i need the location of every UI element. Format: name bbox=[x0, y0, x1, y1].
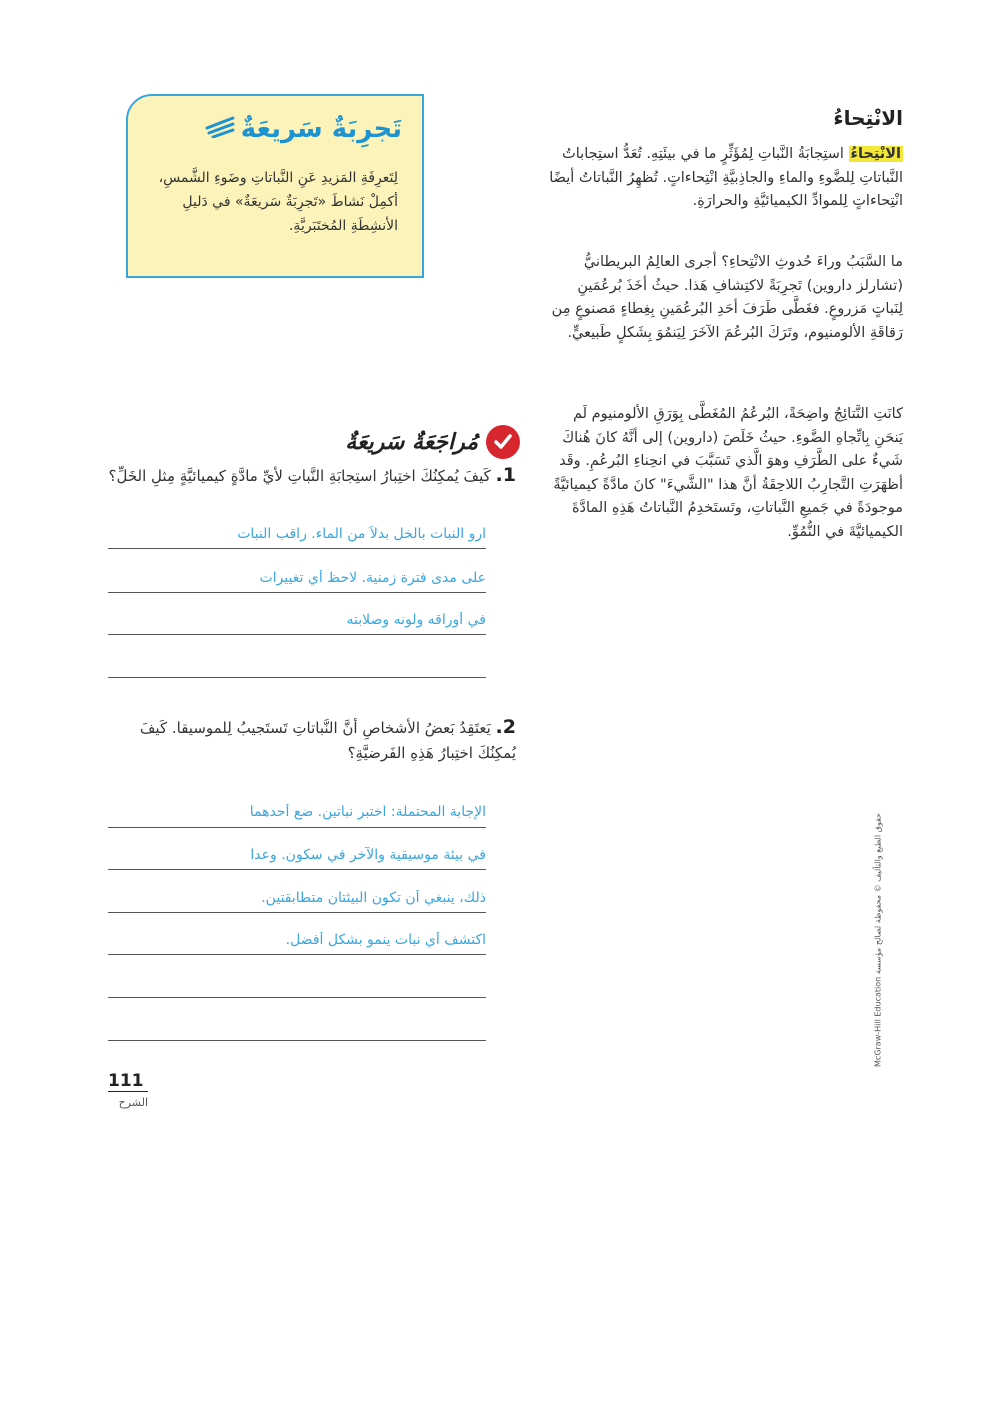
answer-line-text: الإجابة المحتملة: اختبر نباتين. ضع أحدهما bbox=[249, 804, 486, 820]
answer-line bbox=[108, 954, 486, 955]
quick-experiment-text: لِتَعرِفَةِ المَزيدِ عَنِ النَّباتاتِ وضَوءِ الشَّمسِ، أكمِلْ نَشاطَ «تَجرِبَةٌ سَريعَةٌ» في دَليلِ الأنشِطَةِ المُختَبَريَّةِ. bbox=[158, 170, 398, 234]
paragraph-darwin-experiment: ما السَّبَبُ وراءَ حُدوثِ الانْتِحاءِ؟ أجرى العالِمُ البريطانيُّ (تشارلز داروين) تَجرِبَةً لاكتِشافِ هَذا. حيثُ أخَذَ بُرعُمَينِ لِنَباتٍ مَزروعٍ. فغَطَّى طَرَفَ أحَدِ البُرعُمَينِ بِغِطاءٍ مَصنوعٍ مِن رَقاقَةِ الألومنيوم، وتَرَكَ البُرعُمَ الآخَرَ لِيَنمُوَ بِشَكلٍ طَبيعيٍّ. bbox=[551, 254, 903, 341]
checkmark-icon bbox=[486, 425, 520, 459]
speed-lines-icon bbox=[205, 112, 235, 145]
answer-line-text: اكتشف أي نبات ينمو بشكل أفضل. bbox=[285, 932, 486, 948]
page-label: الشرح bbox=[118, 1096, 148, 1109]
question-text: كَيفَ يُمكِنُكَ اختِبارُ استِجابَةِ النَّباتِ لأيِّ مادَّةٍ كيميائيَّةٍ مِثلِ الخَلِّ؟ bbox=[108, 467, 491, 485]
answer-line bbox=[108, 677, 486, 678]
answer-line bbox=[108, 1040, 486, 1041]
answer-line-text: في بيئة موسيقية والآخر في سكون. وعدا bbox=[250, 847, 486, 863]
quick-experiment-title: تَجرِبَةٌ سَريعَةٌ bbox=[240, 113, 402, 144]
answer-line bbox=[108, 869, 486, 870]
answer-line bbox=[108, 997, 486, 998]
question-number: 2. bbox=[495, 716, 516, 738]
quick-review-heading bbox=[318, 424, 520, 460]
question-2 bbox=[106, 715, 516, 766]
paragraph-text: استِجابَةُ النَّباتِ لِمُؤَثِّرٍ ما في بيئَتِهِ. تُعَدُّ استِجاباتُ النَّباتاتِ لِلضَّوءِ والماءِ والجاذِبيَّةِ انْتِحاءاتٍ. تُظهِرُ النَّباتاتُ أيضًا انْتِحاءاتٍ لِلموادِّ الكيميائيَّةِ والحرارَةِ. bbox=[549, 146, 903, 209]
question-1 bbox=[106, 463, 516, 489]
section-title: الانْتِحاءُ bbox=[833, 106, 903, 130]
paragraph-tropism-definition bbox=[548, 143, 903, 214]
answer-line-text: في أوراقه ولونه وصلابته bbox=[346, 612, 486, 628]
copyright-text: McGraw-Hill Education حقوق الطبع والتأليف © محفوظة لصالح مؤسسة bbox=[873, 813, 883, 1067]
quick-experiment-box bbox=[126, 94, 424, 278]
answer-line bbox=[108, 912, 486, 913]
page-number: 111 bbox=[108, 1071, 148, 1092]
copyright-notice bbox=[872, 805, 884, 1075]
paragraph-results: كانَتِ النَّتائِجُ واضِحَةً، البُرعُمُ المُغَطَّى بِوَرَقِ الألومنيوم لَم يَنحَنِ بِاتِّجاهِ الضَّوءِ. حيثُ خَلَصَ (داروين) إلى أنَّهُ كانَ هُناكَ شَيءٌ على الطَّرَفِ وهوَ الَّذي تَسَبَّبَ في انحِناءِ البُرعُمِ. وقَد أظهَرَتِ التَّجارِبُ اللاحِقَةُ أنَّ هذا "الشَّيءَ" كانَ مادَّةً كيميائيَّةً موجودَةً في جَميعِ النَّباتاتِ، وتَستَخدِمُ النَّباتاتُ هَذِهِ المادَّةَ الكيميائيَّةَ في النُّمُوِّ. bbox=[553, 406, 903, 540]
answer-line bbox=[108, 634, 486, 635]
question-number: 1. bbox=[495, 464, 516, 486]
answer-line-text: اروِ النبات بالخل بدلاً من الماء. راقب النبات bbox=[237, 526, 486, 542]
quick-review-title: مُراجَعَةٌ سَريعَةٌ bbox=[345, 429, 478, 455]
quick-experiment-heading bbox=[205, 112, 402, 145]
answer-line bbox=[108, 827, 486, 828]
question-text: يَعتَقِدُ بَعضُ الأشخاصِ أنَّ النَّباتاتِ تَستَجيبُ لِلموسيقا. كَيفَ يُمكِنُكَ اختِبارُ هَذِهِ الفَرضيَّةِ؟ bbox=[139, 719, 516, 762]
answer-line bbox=[108, 592, 486, 593]
answer-line-text: على مدى فترة زمنية. لاحظ أي تغييرات bbox=[259, 570, 486, 586]
answer-line bbox=[108, 548, 486, 549]
answer-line-text: ذلك، ينبغي أن تكون البيئتان متطابقتين. bbox=[261, 890, 486, 906]
highlighted-term: الانْتِحاءُ bbox=[850, 146, 901, 162]
